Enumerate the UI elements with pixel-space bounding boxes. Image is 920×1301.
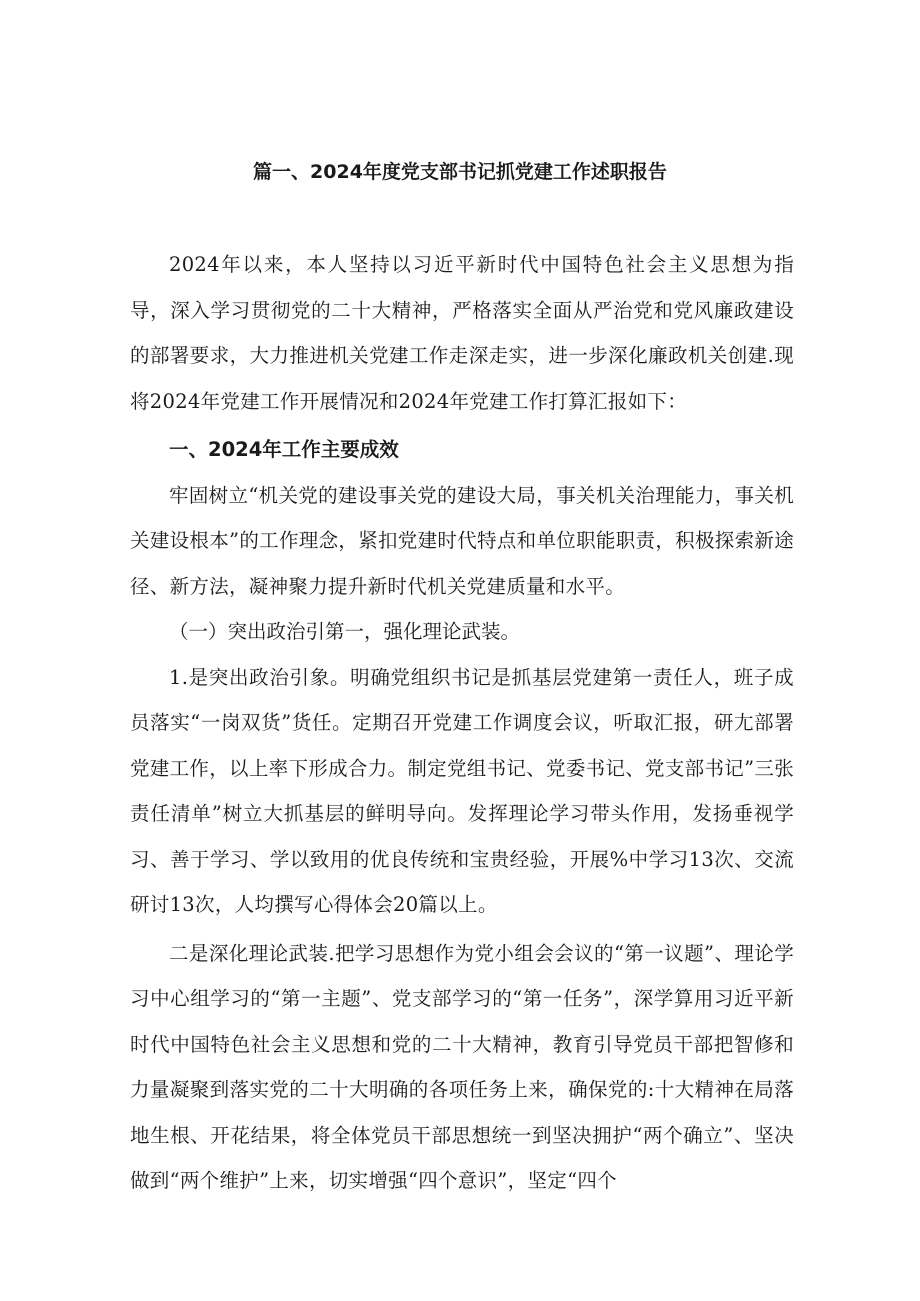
intro-paragraph: 2024年以来，本人坚持以习近平新时代中国特色社会主义思想为指导，深入学习贯彻党的二十大精神，严格落实全面从严治党和党风廉政建设的部署要求，大力推进机关党建工作走深走实，进一步深化廉政机关创建.现将2024年党建工作开展情况和2024年党建工作打算汇报如下：	[130, 253, 794, 413]
item-1-paragraph: 1.是突出政治引象。明确党组织书记是抓基层党建第一责任人，班子成员落实“一岗双货”货任。定期召开党建工作调度会议，听取汇报，研尢部署党建工作，以上率下形成合力。制定党组书记、党委书记、党支部书记”三张责任清单”树立大抓基层的鲜明导向。发挥理论学习带头作用，发扬垂视学习、善于学习、学以致用的优良传统和宝贵经验，开展%中学习13次、交流研讨13次，人均撰写心得体会20篇以上。	[130, 665, 794, 916]
document-title: 篇一、2024年度党支部书记抓党建工作述职报告	[253, 161, 667, 183]
section-heading-1: 一、2024年工作主要成效	[169, 438, 399, 461]
document-body	[130, 242, 794, 1204]
section-1-paragraph: 牢固树立“机关党的建设事关党的建设大局，事关机关治理能力，事关机关建设根本”的工作理念，紧扣党建时代特点和单位职能职责，积极探索新途径、新方法，凝神聚力提升新时代机关党建质量和水平。	[130, 483, 794, 598]
item-2-paragraph: 二是深化理论武装.把学习思想作为党小组会会议的“第一议题”、理论学习中心组学习的“第一主题”、党支部学习的“第一任务”，深学算用习近平新时代中国特色社会主义思想和党的二十大精神，教育引导党员干部把智修和力量凝聚到落实党的二十大明确的各项任务上来，确保党的:十大精神在局落地生根、开花结果，将全体党员干部思想统一到坚决拥护“两个确立”、坚决做到“两个维护”上来，切实增强“四个意识”，坚定“四个	[130, 941, 794, 1192]
subsection-heading-1: （一）突出政治引第一，强化理论武装。	[169, 620, 521, 643]
